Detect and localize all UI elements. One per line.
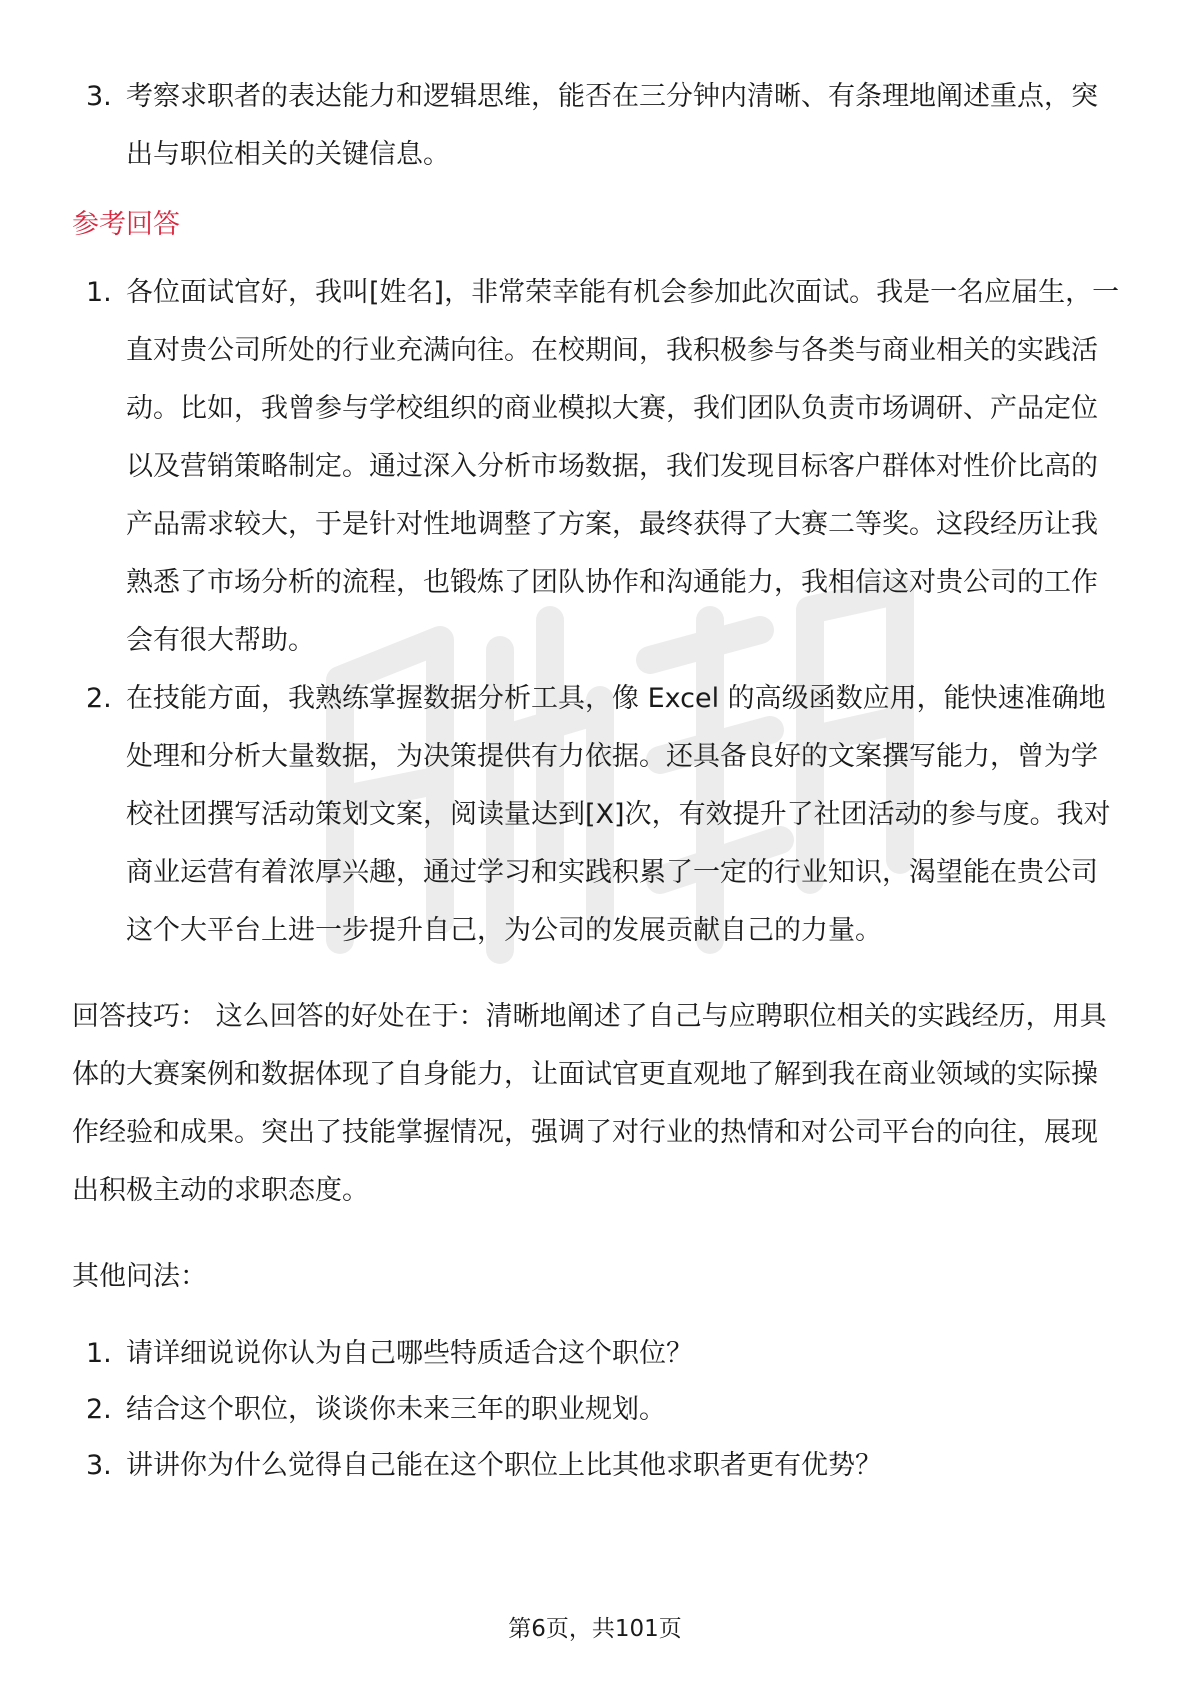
page-footer: 第6页，共101页 [508, 1616, 682, 1642]
list-item [72, 68, 1122, 184]
list-number: 2. [86, 683, 112, 714]
other-questions-list [72, 1326, 1122, 1494]
list-item [72, 264, 1122, 670]
other-questions-title: 其他问法： [72, 1261, 207, 1292]
document-body [72, 68, 1122, 1494]
list-item [72, 1382, 1122, 1438]
list-item-text: 请详细说说你认为自己哪些特质适合这个职位？ [126, 1338, 693, 1369]
list-item-text: 讲讲你为什么觉得自己能在这个职位上比其他求职者更有优势？ [126, 1450, 882, 1481]
list-item-text: 考察求职者的表达能力和逻辑思维，能否在三分钟内清晰、有条理地阐述重点，突出与职位相关的关键信息。 [126, 81, 1098, 170]
list-item-text: 各位面试官好，我叫[姓名]，非常荣幸能有机会参加此次面试。我是一名应届生，一直对贵公司所处的行业充满向往。在校期间，我积极参与各类与商业相关的实践活动。比如，我曾参与学校组织的商业模拟大赛，我们团队负责市场调研、产品定位以及营销策略制定。通过深入分析市场数据，我们发现目标客户群体对性价比高的产品需求较大，于是针对性地调整了方案，最终获得了大赛二等奖。这段经历让我熟悉了市场分析的流程，也锻炼了团队协作和沟通能力，我相信这对贵公司的工作会有很大帮助。 [126, 277, 1120, 656]
list-number: 1. [86, 277, 112, 308]
intro-list [72, 68, 1122, 184]
list-item [72, 670, 1122, 960]
answer-list [72, 264, 1122, 960]
list-item-text: 在技能方面，我熟练掌握数据分析工具，像 Excel 的高级函数应用，能快速准确地处理和分析大量数据，为决策提供有力依据。还具备良好的文案撰写能力，曾为学校社团撰写活动策划文案，阅读量达到[X]次，有效提升了社团活动的参与度。我对商业运营有着浓厚兴趣，通过学习和实践积累了一定的行业知识，渴望能在贵公司这个大平台上进一步提升自己，为公司的发展贡献自己的力量。 [126, 683, 1111, 946]
list-number: 3. [86, 81, 112, 112]
section-title-reference-answer: 参考回答 [72, 209, 180, 240]
list-item-text: 结合这个职位，谈谈你未来三年的职业规划。 [126, 1394, 666, 1425]
list-item [72, 1438, 1122, 1494]
list-number: 3. [86, 1450, 112, 1481]
list-item [72, 1326, 1122, 1382]
list-number: 2. [86, 1394, 112, 1425]
answer-tips-paragraph: 回答技巧： 这么回答的好处在于：清晰地阐述了自己与应聘职位相关的实践经历，用具体的大赛案例和数据体现了自身能力，让面试官更直观地了解到我在商业领域的实际操作经验和成果。突出了技能掌握情况，强调了对行业的热情和对公司平台的向往，展现出积极主动的求职态度。 [72, 1001, 1107, 1206]
list-number: 1. [86, 1338, 112, 1369]
